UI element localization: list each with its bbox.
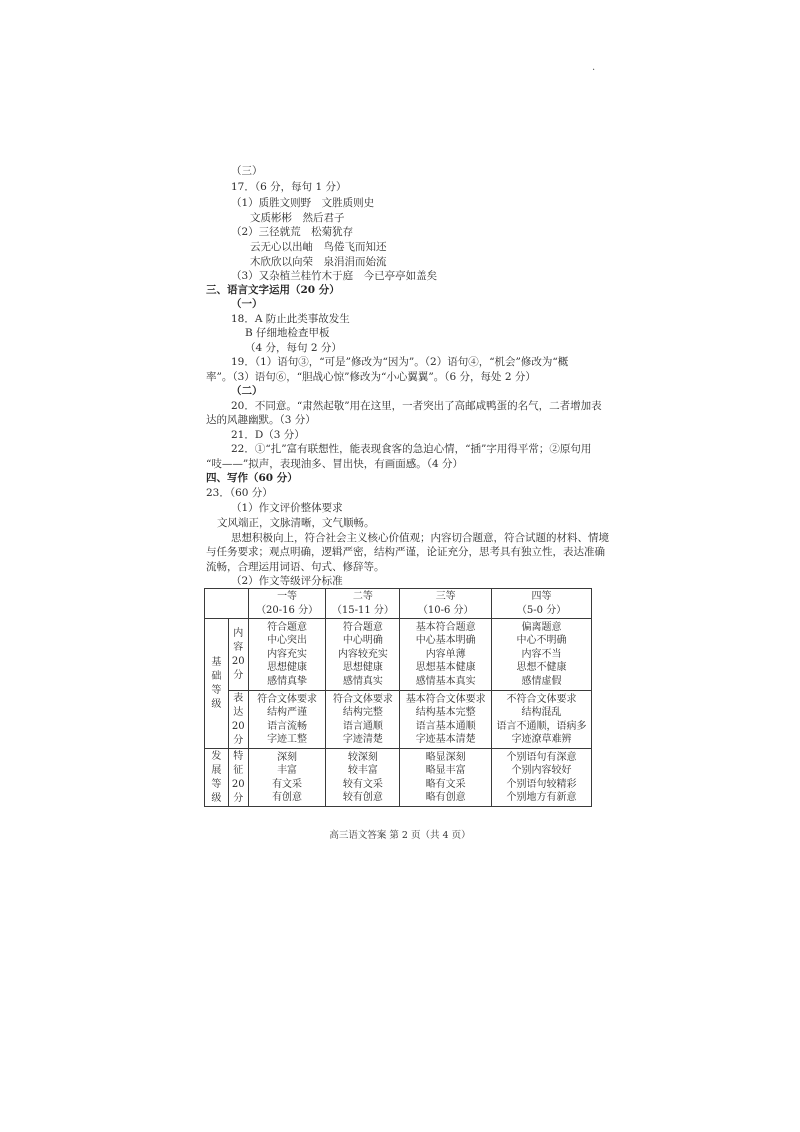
expression-grade-3: 基本符合文体要求 结构基本完整 语言基本通顺 字迹基本清楚 [400, 691, 492, 749]
q23-req-line-4: 流畅，合理运用词语、句式、修辞等。 [206, 561, 385, 573]
header-grade-2: 二等 （15-11 分） [326, 589, 400, 619]
q17-line-4: 云无心以出岫 鸟倦飞而知还 [250, 241, 387, 253]
feature-grade-2: 较深刻 较丰富 较有文采 较有创意 [326, 749, 400, 807]
q17-line-6: （3）又杂植兰桂竹木于庭 今已亭亭如盖矣 [231, 270, 438, 282]
part-3-heading: 三、语言文字运用（20 分） [206, 284, 340, 296]
q22-line-1: 22．①“扎”富有联想性，能表现食客的急迫心情，“插”字用得平常；②原句用 [231, 443, 592, 455]
q23-req-title: （1）作文评价整体要求 [231, 502, 343, 514]
q23-req-line-1: 文风端正，文脉清晰，文气顺畅。 [217, 517, 375, 529]
corner-mark: . [592, 62, 596, 73]
header-grade-4: 四等 （5-0 分） [492, 589, 592, 619]
q17-line-3: （2）三径就荒 松菊犹存 [231, 226, 354, 238]
table-row-feature [205, 749, 592, 807]
page-footer: 高三语文答案 第 2 页（共 4 页） [329, 830, 471, 841]
table-row-content [205, 619, 592, 691]
sub-label-expression: 表 达 20 分 [228, 691, 248, 749]
q18-line-1: 18．A 防止此类事故发生 [231, 313, 350, 325]
q17-line-2: 文质彬彬 然后君子 [250, 212, 345, 224]
header-grade-1: 一等 （20-16 分） [248, 589, 326, 619]
content-grade-4: 偏离题意 中心不明确 内容不当 思想不健康 感情虚假 [492, 619, 592, 691]
content-grade-3: 基本符合题意 中心基本明确 内容单薄 思想基本健康 感情基本真实 [400, 619, 492, 691]
expression-grade-2: 符合文体要求 结构完整 语言通顺 字迹清楚 [326, 691, 400, 749]
q18-line-3: （4 分，每句 2 分） [245, 342, 342, 354]
header-grade-3: 三等 （10-6 分） [400, 589, 492, 619]
sub-heading-1: （一） [231, 298, 263, 310]
sub-label-feature: 特 征 20 分 [228, 749, 248, 807]
content-grade-2: 符合题意 中心明确 内容较充实 思想健康 感情真实 [326, 619, 400, 691]
q17-line-1: （1）质胜文则野 文胜质则史 [231, 197, 375, 209]
q19-line-1: 19．（1）语句③，“可是”修改为“因为”。（2）语句④，“机会”修改为“概 [231, 356, 569, 368]
table-row-expression [205, 691, 592, 749]
q20-line-1: 20．不同意。“肃然起敬”用在这里，一者突出了高邮咸鸭蛋的名气，二者增加表 [231, 400, 602, 412]
group-label-development: 发 展 等 级 [205, 749, 229, 807]
q22-line-2: “吱——”拟声，表现油多、冒出快，有画面感。（4 分） [206, 458, 464, 470]
expression-grade-4: 不符合文体要求 结构混乱 语言不通顺，语病多 字迹潦草难辨 [492, 691, 592, 749]
feature-grade-3: 略显深刻 略显丰富 略有文采 略有创意 [400, 749, 492, 807]
expression-grade-1: 符合文体要求 结构严谨 语言流畅 字迹工整 [248, 691, 326, 749]
feature-grade-4: 个别语句有深意 个别内容较好 个别语句较精彩 个别地方有新意 [492, 749, 592, 807]
q23-grading-title: （2）作文等级评分标准 [231, 575, 343, 587]
q17-title: 17．（6 分，每句 1 分） [231, 181, 347, 193]
q19-line-2: 率”。（3）语句⑥，“胆战心惊”修改为“小心翼翼”。（6 分，每处 2 分） [206, 371, 536, 383]
feature-grade-1: 深刻 丰富 有文采 有创意 [248, 749, 326, 807]
table-corner-cell [205, 589, 249, 619]
sub-heading-2: （二） [231, 385, 263, 397]
q23-title: 23．（60 分） [206, 487, 273, 499]
q23-req-line-3: 与任务要求；观点明确，逻辑严密，结构严谨，论证充分，思考具有独立性，表达准确 [206, 546, 605, 558]
sub-label-content: 内 容 20 分 [228, 619, 248, 691]
q20-line-2: 达的风趣幽默。（3 分） [206, 414, 316, 426]
q23-req-line-2: 思想积极向上，符合社会主义核心价值观；内容切合题意，符合试题的材料、情境 [231, 532, 609, 544]
grading-table [204, 588, 592, 807]
part-4-heading: 四、写作（60 分） [206, 472, 298, 484]
table-header-row [205, 589, 592, 619]
content-grade-1: 符合题意 中心突出 内容充实 思想健康 感情真挚 [248, 619, 326, 691]
q18-line-2: B 仔细地检查甲板 [245, 327, 330, 339]
q17-line-5: 木欣欣以向荣 泉涓涓而始流 [250, 256, 387, 268]
group-label-basic: 基 础 等 级 [205, 619, 229, 749]
q21-line: 21．D（3 分） [231, 429, 305, 441]
section-heading-3: （三） [231, 165, 263, 177]
